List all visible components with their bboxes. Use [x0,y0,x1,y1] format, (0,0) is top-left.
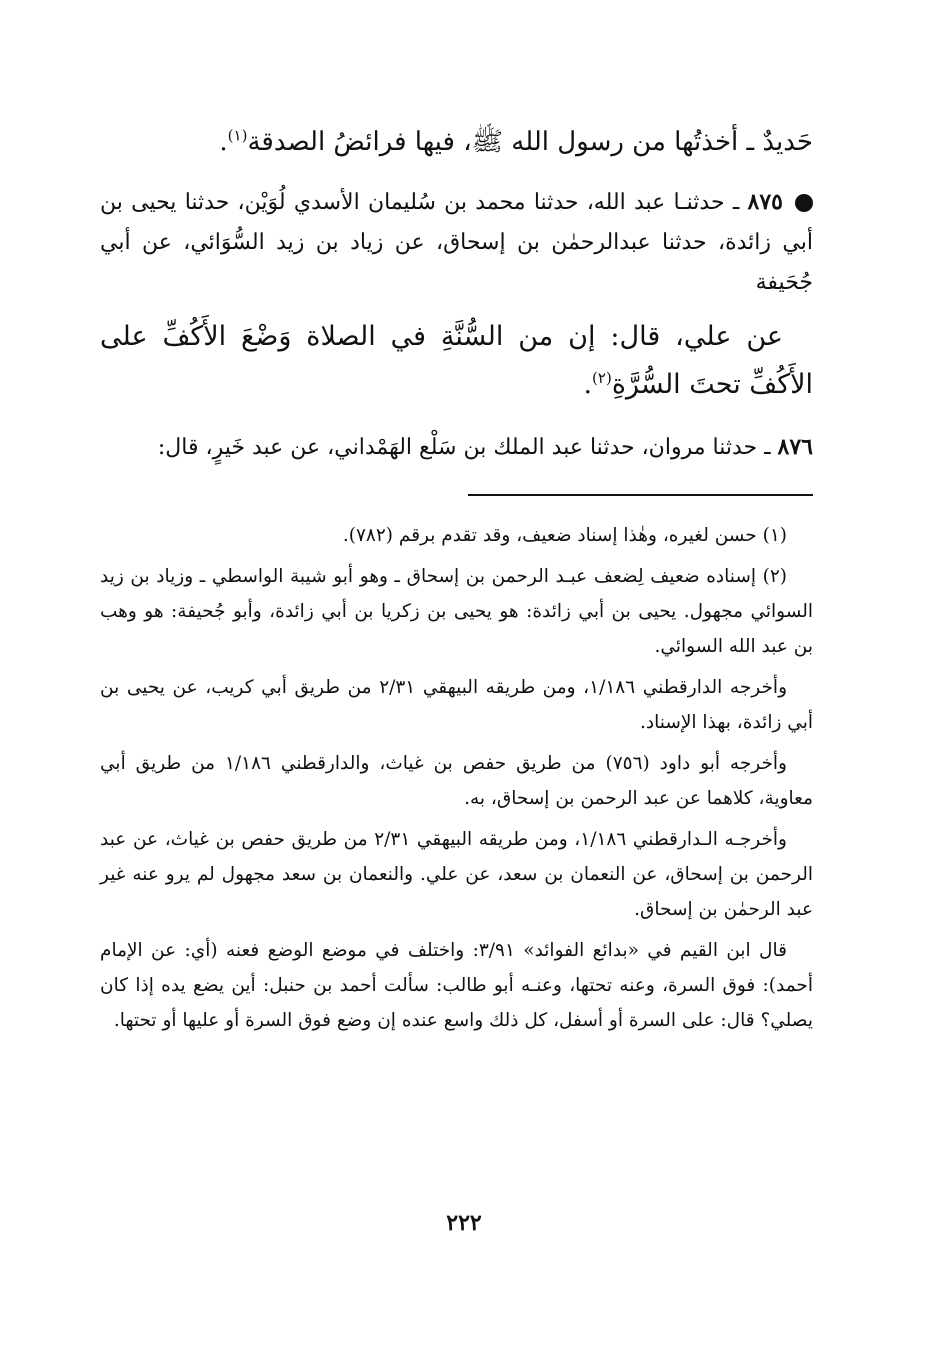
hadith-875-isnad [100,182,813,303]
hadith-875-isnad-text: ـ حدثنـا عبد الله، حدثنا محمد بن سُليمان الأسدي لُوَيْن، حدثنا يحيى بن أبي زائدة، حدثنا عبدالرحمٰن بن إسحاق، عن زياد بن زيد السُّوَائي، عن أبي جُحَيفة [100,190,813,295]
hadith-876-isnad-text: ـ حدثنا مروان، حدثنا عبد الملك بن سَلْع الهَمْداني، عن عبد خَيرٍ، قال: [157,435,771,460]
footnote-divider [468,494,813,496]
page-body [100,118,813,1044]
footnote-ref-2: (٢) [592,369,612,387]
hadith-876-isnad [100,427,813,468]
hadith-875-number: ٨٧٥ [747,189,783,215]
continuation-end: . [219,127,228,157]
hadith-875-matn [100,313,813,409]
footnote-2-ibn-qayyim: قال ابن القيم في «بدائع الفوائد» ٣/٩١: واختلف في موضع الوضع فعنه (أي: عن الإمام أحمد): فوق السرة، وعنه تحتها، وعنـه أبو طالب: سألت أحمد بن حنبل: أين يضع يده إذا كان يصلي؟ قال: على السرة أو أسفل، كل ذلك واسع عنده إن وضع فوق السرة أو عليها أو تحتها. [100,940,813,1031]
footnote-1: (١) حسن لغيره، وهٰذا إسناد ضعيف، وقد تقدم برقم (٧٨٢). [342,525,787,546]
bullet-icon [795,194,813,212]
footnote-2-takhrij-3: وأخرجـه الـدارقطني ١/١٨٦، ومن طريقه البيهقي ٢/٣١ من طريق حفص بن غياث، عن عبد الرحمن بن إسحاق، عن النعمان بن سعد، عن علي. والنعمان بن سعد مجهول لم يرو عنه غير عبد الرحمٰن بن إسحاق. [100,829,813,920]
footnote-2-takhrij-1: وأخرجه الدارقطني ١/١٨٦، ومن طريقه البيهقي ٢/٣١ من طريق أبي كريب، عن يحيى بن أبي زائدة، بهذا الإسناد. [100,677,813,733]
continuation-line [100,118,813,166]
footnote-2-takhrij-2: وأخرجه أبو داود (٧٥٦) من طريق حفص بن غياث، والدارقطني ١/١٨٦ من طريق أبي معاوية، كلاهما عن عبد الرحمن بن إسحاق، به. [100,753,813,809]
page-number: ٢٢٢ [446,1210,482,1236]
hadith-876-number: ٨٧٦ [777,434,813,460]
footnote-2: (٢) إسناده ضعيف لِضعف عبـد الرحمن بن إسحاق ـ وهو أبو شيبة الواسطي ـ وزياد بن زيد السوائي مجهول. يحيى بن أبي زائدة: هو يحيى بن زكريا بن أبي زائدة، وأبو جُحيفة: هو وهب بن عبد الله السوائي. [100,566,813,657]
footnote-ref-1: (١) [227,126,248,145]
continuation-text: حَديدٌ ـ أخذتُها من رسول الله ﷺ، فيها فرائضُ الصدقة [247,127,813,157]
footnotes [100,518,813,1038]
hadith-875-matn-end: . [583,369,593,400]
hadith-875-matn-text: عن علي، قال: إن من السُّنَّةِ في الصلاة وَضْعَ الأَكُفِّ على الأَكُفِّ تحتَ السُّرَّةِ [100,321,813,400]
